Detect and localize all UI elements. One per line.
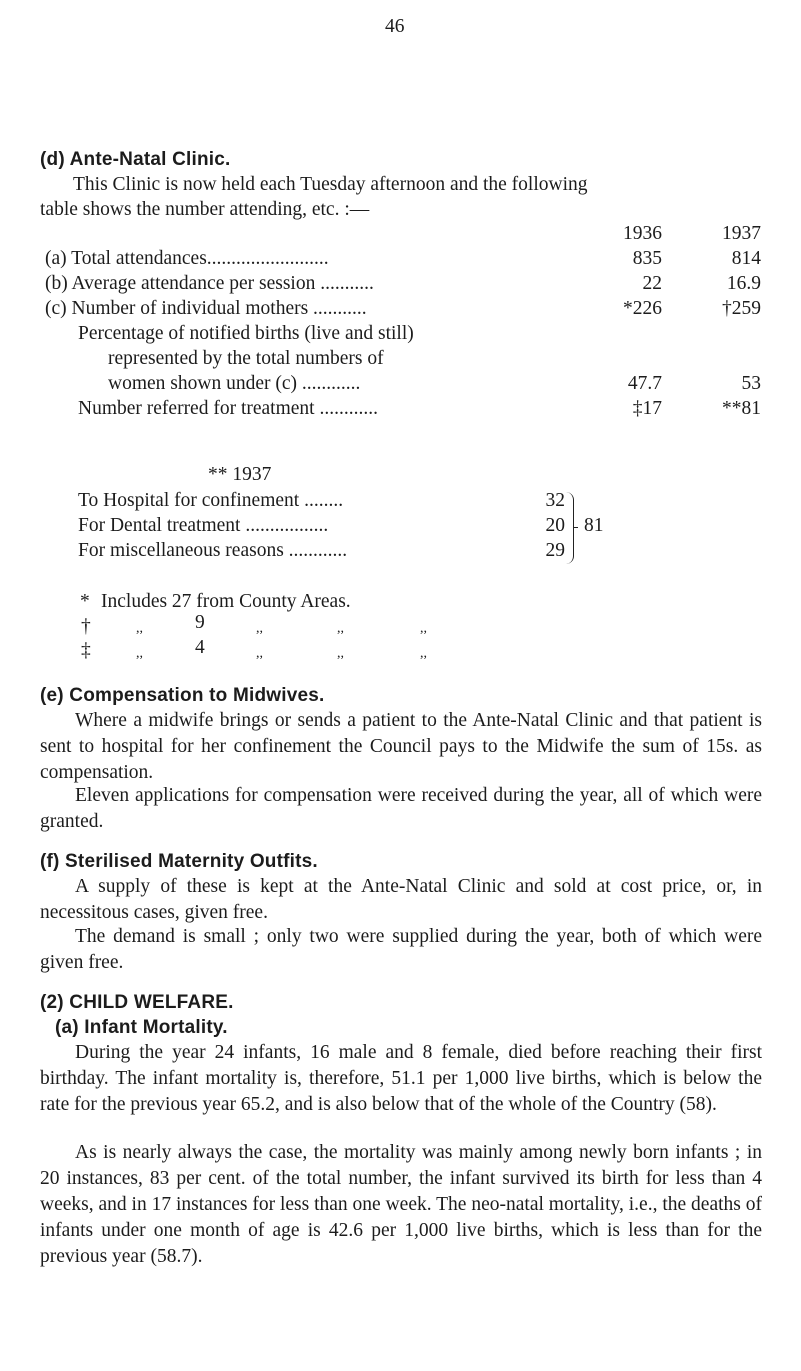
pct-value-1937: 53 [741, 373, 761, 394]
pct-label-line3: women shown under (c) ............ [108, 373, 361, 394]
referral-item-label: To Hospital for confinement ........ [78, 490, 344, 511]
pct-value-1936: 47.7 [627, 373, 662, 394]
referral-item-label: For Dental treatment ................. [78, 515, 329, 536]
referrals-total: 81 [584, 515, 604, 536]
sterilised-paragraph-1: A supply of these is kept at the Ante-Natal Clinic and sold at cost price, or, in necessitous cases, given free. [40, 876, 762, 923]
infant-mortality-paragraph-2: As is nearly always the case, the mortality was mainly among newly born infants ; in 20 instances, 83 per cent. of the total number, the infant survived its birth for less than 4 weeks, and in 17 instances for less than one week. The neo-natal mortality, i.e., the deaths of infants under one month of age is 42.6 per 1,000 live births, which is less than for the previous year (58.7). [40, 1142, 762, 1267]
footnote-ditto: ,, [337, 621, 344, 636]
compensation-paragraph-2: Eleven applications for compensation were received during the year, all of which were granted. [40, 785, 762, 832]
col-header-1937: 1937 [722, 223, 761, 244]
referral-item-value: 32 [545, 490, 565, 511]
ante-natal-intro-line2: table shows the number attending, etc. :— [40, 199, 370, 220]
footnote-text: Includes 27 from County Areas. [101, 591, 351, 612]
col-header-1936: 1936 [623, 223, 662, 244]
table-row-label: (b) Average attendance per session ........... [45, 273, 374, 294]
referrals-heading: ** 1937 [208, 464, 272, 485]
footnote-ditto: ,, [256, 621, 263, 636]
pct-label-line1: Percentage of notified births (live and still) [78, 323, 414, 344]
footnote-ditto: ,, [136, 621, 143, 636]
referrals-brace-tip [573, 527, 578, 528]
footnote-ditto: ,, [136, 646, 143, 661]
table-cell-1937: 814 [731, 248, 761, 269]
ante-natal-intro-line1: This Clinic is now held each Tuesday afternoon and the following [73, 174, 588, 195]
footnote-mark: ‡ [81, 640, 91, 661]
compensation-paragraph-1: Where a midwife brings or sends a patient to the Ante-Natal Clinic and that patient is sent to hospital for her confinement the Council pays to the Midwife the sum of 15s. as compensation. [40, 710, 762, 783]
table-row-label: (a) Total attendances......................... [45, 248, 329, 269]
footnote-mark: * [80, 591, 90, 612]
footnote-number: 9 [195, 612, 205, 633]
table-cell-1936: 835 [632, 248, 662, 269]
footnote-ditto: ,, [337, 646, 344, 661]
child-welfare-heading: (2) CHILD WELFARE. [40, 992, 234, 1013]
pct-label-line2: represented by the total numbers of [108, 348, 384, 369]
page-number: 46 [385, 16, 405, 37]
infant-mortality-heading: (a) Infant Mortality. [55, 1017, 228, 1038]
compensation-heading: (e) Compensation to Midwives. [40, 685, 325, 706]
footnote-mark: † [81, 616, 91, 637]
sterilised-heading: (f) Sterilised Maternity Outfits. [40, 851, 318, 872]
table-row-label: (c) Number of individual mothers ........... [45, 298, 367, 319]
table-cell-1937: †259 [722, 298, 761, 319]
infant-mortality-paragraph-1: During the year 24 infants, 16 male and 8 female, died before reaching their first birthday. The infant mortality is, therefore, 51.1 per 1,000 live births, which is below the rate for the previous year 65.2, and is also below that of the whole of the Country (58). [40, 1042, 762, 1115]
sterilised-paragraph-2: The demand is small ; only two were supplied during the year, both of which were given free. [40, 926, 762, 973]
referral-item-label: For miscellaneous reasons ............ [78, 540, 348, 561]
footnote-number: 4 [195, 637, 205, 658]
footnote-ditto: ,, [420, 621, 427, 636]
table-cell-1936: *226 [623, 298, 662, 319]
footnote-ditto: ,, [420, 646, 427, 661]
table-cell-1936: 22 [642, 273, 662, 294]
referrals-brace [566, 492, 574, 564]
referral-item-value: 20 [545, 515, 565, 536]
ante-natal-heading: (d) Ante-Natal Clinic. [40, 149, 231, 170]
table-cell-1937: 16.9 [726, 273, 761, 294]
referred-value-1936: ‡17 [632, 398, 662, 419]
referred-value-1937: **81 [722, 398, 761, 419]
referred-label: Number referred for treatment ............ [78, 398, 378, 419]
referral-item-value: 29 [545, 540, 565, 561]
footnote-ditto: ,, [256, 646, 263, 661]
